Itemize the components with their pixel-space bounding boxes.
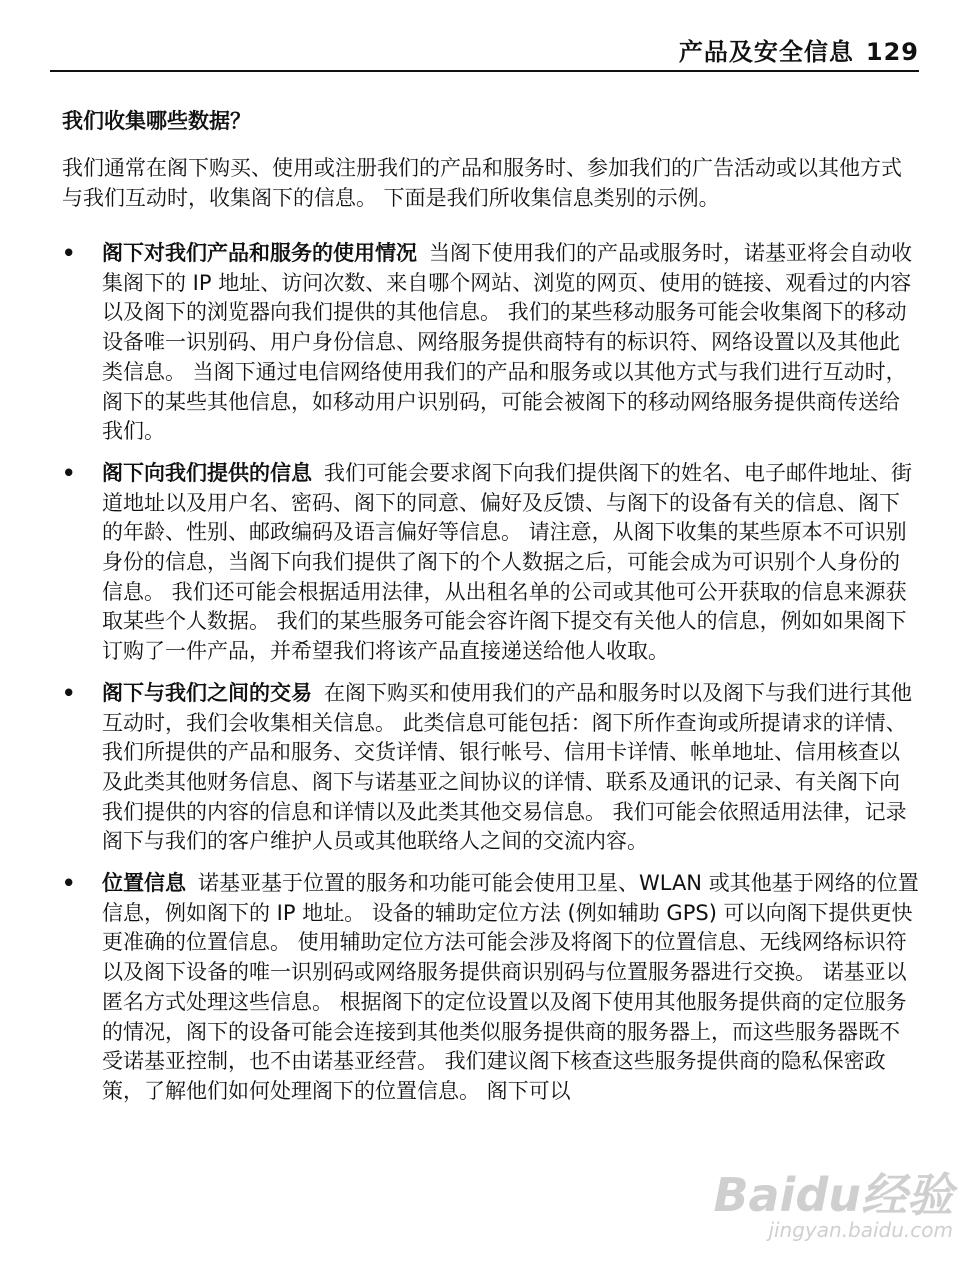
item-body: 在阁下购买和使用我们的产品和服务时以及阁下与我们进行其他互动时，我们会收集相关信息。 此类信息可能包括：阁下所作查询或所提请求的详情、我们所提供的产品和服务、交货详情、银行帐号、信用卡详情、帐单地址、信用核查以及此类其他财务信息、阁下与诺基亚之间协议的详情、联系及通讯的记录、有关阁下向我们提供的内容的信息和详情以及此类其他交易信息。 我们可能会依照适用法律，记录阁下与我们的客户维护人员或其他联络人之间的交流内容。 xyxy=(102,680,912,854)
list-item-location xyxy=(62,869,919,1107)
bullet-icon: • xyxy=(62,680,76,705)
item-title: 阁下与我们之间的交易 xyxy=(102,680,312,705)
intro-paragraph: 我们通常在阁下购买、使用或注册我们的产品和服务时、参加我们的广告活动或以其他方式与我们互动时，收集阁下的信息。 下面是我们所收集信息类别的示例。 xyxy=(62,156,902,210)
item-body: 我们可能会要求阁下向我们提供阁下的姓名、电子邮件地址、街道地址以及用户名、密码、阁下的同意、偏好及反馈、与阁下的设备有关的信息、阁下的年龄、性别、邮政编码及语言偏好等信息。 请注意，从阁下收集的某些原本不可识别身份的信息，当阁下向我们提供了阁下的个人数据之后，可能会成为可识别个人身份的信息。 我们还可能会根据适用法律，从出租名单的公司或其他可公开获取的信息来源获取某些个人数据。 我们的某些服务可能会容许阁下提交有关他人的信息，例如如果阁下订购了一件产品，并希望我们将该产品直接递送给他人收取。 xyxy=(102,460,912,664)
running-header xyxy=(679,32,919,67)
item-body: 诺基亚基于位置的服务和功能可能会使用卫星、WLAN 或其他基于网络的位置信息，例如阁下的 IP 地址。 设备的辅助定位方法 (例如辅助 GPS) 可以向阁下提供更快更准确的位置信息。 使用辅助定位方法可能会涉及将阁下的位置信息、无线网络标识符以及阁下设备的唯一识别码或网络服务提供商识别码与位置服务器进行交换。 诺基亚以匿名方式处理这些信息。 根据阁下的定位设置以及阁下使用其他服务提供商的定位服务的情况，阁下的设备可能会连接到其他类似服务提供商的服务器上，而这些服务器既不受诺基亚控制，也不由诺基亚经营。 我们建议阁下核查这些服务提供商的隐私保密政策，了解他们如何处理阁下的位置信息。 阁下可以 xyxy=(102,871,919,1103)
data-category-list xyxy=(62,239,919,1107)
bullet-icon: • xyxy=(62,460,76,485)
main-content xyxy=(62,103,919,1119)
section-title: 我们收集哪些数据？ xyxy=(62,109,251,133)
header-title: 产品及安全信息 xyxy=(678,38,854,66)
item-title: 位置信息 xyxy=(102,871,186,896)
list-item-usage xyxy=(62,239,919,447)
item-body: 当阁下使用我们的产品或服务时，诺基亚将会自动收集阁下的 IP 地址、访问次数、来自哪个网站、浏览的网页、使用的链接、观看过的内容以及阁下的浏览器向我们提供的其他信息。 我们的某些移动服务可能会收集阁下的移动设备唯一识别码、用户身份信息、网络服务提供商特有的标识符、网络设置以及其他此类信息。 当阁下通过电信网络使用我们的产品和服务或以其他方式与我们进行互动时，阁下的某些其他信息，如移动用户识别码，可能会被阁下的移动网络服务提供商传送给我们。 xyxy=(102,241,912,444)
watermark-logo: Baidu经验 xyxy=(713,1168,953,1222)
item-title: 阁下对我们产品和服务的使用情况 xyxy=(102,241,417,265)
bullet-icon: • xyxy=(62,871,76,896)
watermark-url: jingyan.baidu.com xyxy=(768,1218,953,1242)
page-number: 129 xyxy=(865,38,919,66)
watermark xyxy=(713,1168,953,1242)
bullet-icon: • xyxy=(62,241,76,265)
item-title: 阁下向我们提供的信息 xyxy=(102,460,312,485)
list-item-transactions xyxy=(62,679,919,857)
page-header xyxy=(50,32,919,72)
list-item-provided-info xyxy=(62,459,919,667)
